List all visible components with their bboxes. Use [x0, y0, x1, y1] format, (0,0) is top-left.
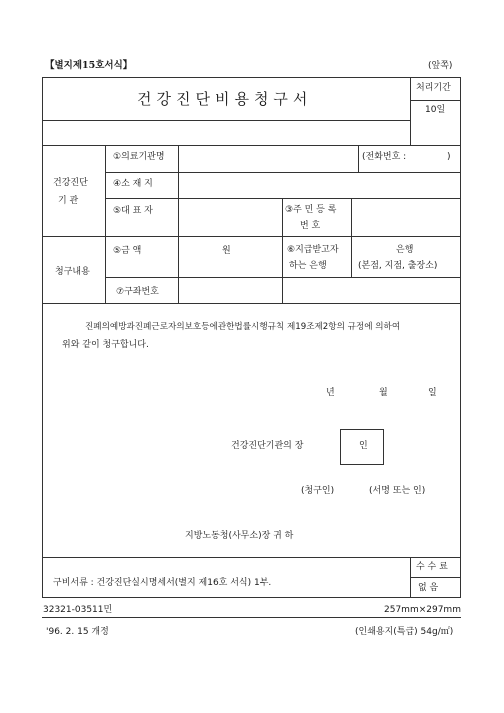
institution-name-field[interactable] — [180, 147, 356, 170]
institution-head-label: 건강진단기관의 장 — [231, 441, 304, 451]
institution-name-label: ①의료기관명 — [113, 152, 165, 162]
bank-value: 은행 — [396, 245, 414, 255]
processing-period-value: 10일 — [425, 105, 446, 115]
row-divider — [105, 172, 461, 173]
row-divider — [105, 198, 461, 199]
fee-label: 수 수 료 — [416, 562, 448, 572]
address-field[interactable] — [180, 174, 459, 196]
page-side-label: (앞쪽) — [428, 61, 453, 71]
phone-field[interactable] — [410, 147, 446, 170]
processing-divider-h — [410, 100, 461, 101]
section-divider — [42, 236, 461, 237]
label-column-divider — [178, 145, 179, 303]
mid-divider-2 — [351, 198, 352, 277]
address-label: ④소 재 지 — [113, 179, 153, 189]
date-month: 월 — [379, 388, 388, 398]
form-title: 건강진단비용청구서 — [137, 90, 313, 108]
seal-label: 인 — [359, 441, 368, 451]
institution-section-label-2: 기 관 — [58, 196, 79, 206]
section-divider — [42, 557, 461, 558]
form-code: 32321-03511민 — [43, 605, 113, 615]
rrn-label-2: 번 호 — [300, 221, 321, 231]
amount-unit: 원 — [222, 246, 231, 256]
title-row-bottom — [42, 120, 410, 121]
phone-divider — [358, 145, 359, 172]
representative-field[interactable] — [180, 200, 280, 234]
paper-size: 257mm×297mm — [384, 605, 461, 615]
declaration-line-2: 위와 같이 청구합니다. — [62, 340, 149, 350]
attachments-text: 구비서류 : 건강진단실시명세서(별지 제16호 서식) 1부. — [53, 578, 272, 588]
date-year: 년 — [326, 388, 335, 398]
phone-close: ) — [447, 152, 451, 162]
row-divider — [105, 277, 461, 278]
rrn-label: ③주 민 등 록 — [285, 205, 337, 215]
revision-date: '96. 2. 15 개정 — [46, 627, 109, 637]
recipient-label: 지방노동청(사무소)장 귀 하 — [185, 531, 294, 541]
processing-period-label: 처리기간 — [416, 83, 451, 93]
date-day: 일 — [428, 388, 437, 398]
bank-label-2: 하는 은행 — [289, 261, 327, 271]
bank-label: ⑥지급받고자 — [287, 245, 339, 255]
fee-divider-h — [410, 577, 461, 578]
claim-section-label: 청구내용 — [55, 267, 90, 277]
amount-field[interactable] — [180, 238, 218, 275]
paper-spec: (인쇄용지(특급) 54g/㎡) — [355, 627, 454, 637]
institution-section-label: 건강진단 — [53, 178, 88, 188]
seal-box[interactable] — [340, 429, 384, 465]
rrn-field[interactable] — [353, 200, 459, 234]
phone-label: (전화번호 : — [362, 152, 407, 162]
signature-label: (서명 또는 인) — [369, 486, 426, 496]
declaration-line-1: 진폐의예방과진폐근로자의보호등에관한법률시행규칙 제19조제2항의 규정에 의하여 — [85, 322, 401, 332]
form-number: 【별지제15호서식】 — [45, 60, 133, 71]
footer-divider — [42, 617, 461, 618]
account-number-label: ⑦구좌번호 — [116, 287, 159, 297]
fee-value: 없 음 — [418, 583, 439, 593]
bank-branch-value: (본점, 지점, 출장소) — [358, 261, 438, 271]
account-number-field[interactable] — [180, 279, 459, 301]
representative-label: ⑤대 표 자 — [113, 206, 153, 216]
left-column-divider — [105, 145, 106, 303]
section-divider — [42, 303, 461, 304]
claimant-label: (청구인) — [301, 486, 335, 496]
amount-label: ⑤금 액 — [113, 246, 142, 256]
processing-divider — [410, 77, 411, 145]
